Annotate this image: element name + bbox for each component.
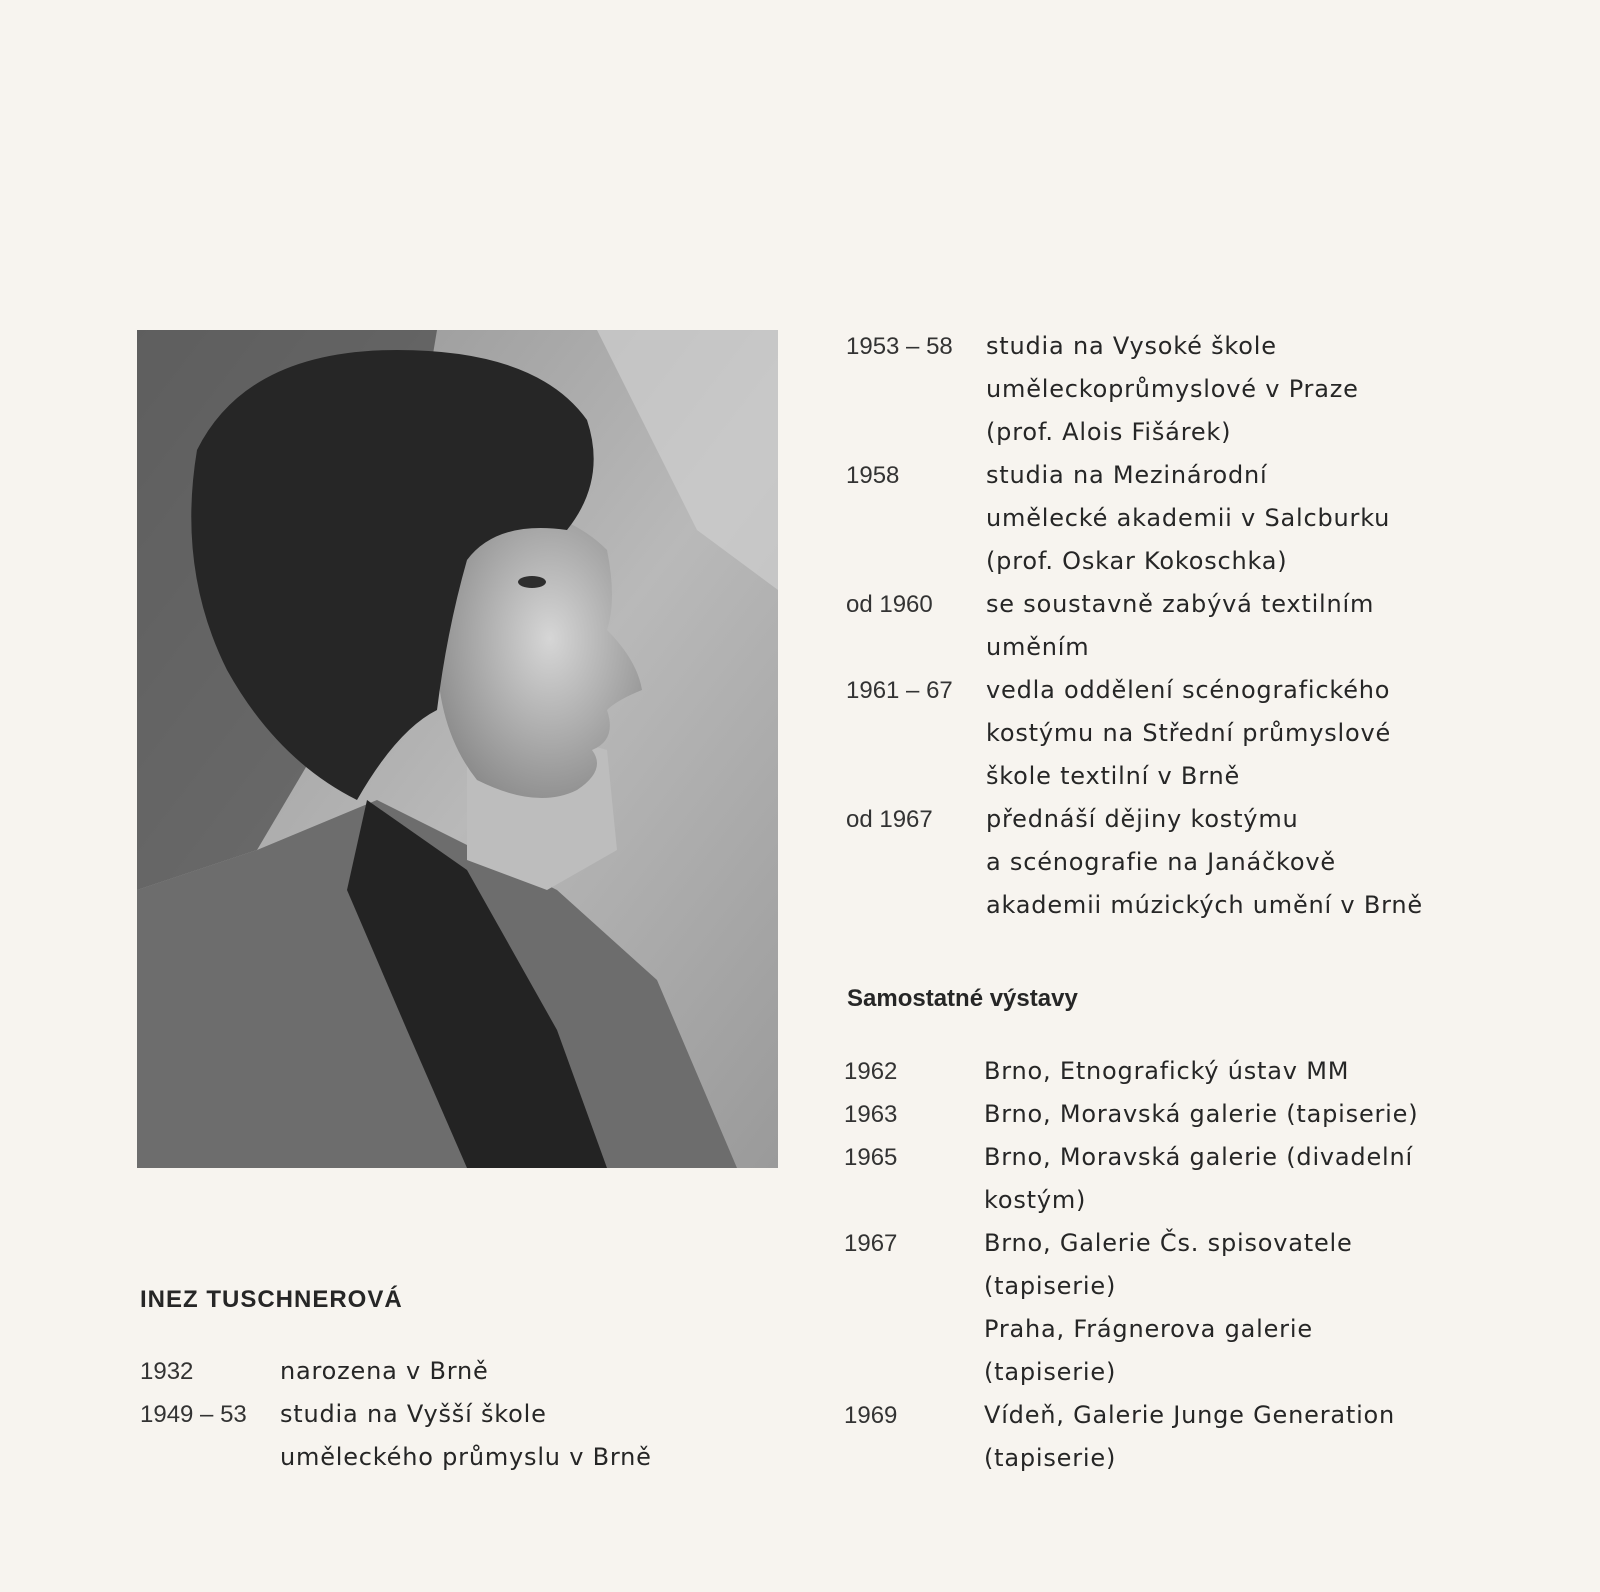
exhibition-text: (tapiserie) — [984, 1358, 1117, 1386]
portrait-photo — [137, 330, 778, 1168]
exhibition-text: Praha, Frágnerova galerie — [984, 1315, 1313, 1343]
exhibition-text: Vídeň, Galerie Junge Generation — [984, 1401, 1396, 1429]
bio-entry — [846, 583, 1486, 669]
bio-entry — [846, 325, 1486, 454]
bio-text: uměleckoprůmyslové v Praze — [986, 375, 1359, 403]
bio-text: studia na Vysoké škole — [986, 332, 1277, 360]
bio-text: (prof. Alois Fišárek) — [986, 418, 1232, 446]
exhibition-text: Brno, Galerie Čs. spisovatele — [984, 1229, 1353, 1257]
bio-text: uměleckého průmyslu v Brně — [280, 1443, 652, 1471]
bio-text: škole textilní v Brně — [986, 762, 1241, 790]
bio-text: umělecké akademii v Salcburku — [986, 504, 1391, 532]
exhibitions-heading: Samostatné výstavy — [847, 985, 1078, 1012]
exhibition-text: Brno, Moravská galerie (tapiserie) — [984, 1100, 1419, 1128]
exhibitions-list — [844, 1050, 1484, 1480]
exhibition-text: (tapiserie) — [984, 1444, 1117, 1472]
bio-entry — [140, 1393, 700, 1479]
exhibition-entry — [844, 1136, 1484, 1222]
bio-year: 1949 – 53 — [140, 1401, 247, 1428]
bio-text: akademii múzických umění v Brně — [986, 891, 1423, 919]
bio-entry — [846, 669, 1486, 798]
bio-year: 1961 – 67 — [846, 677, 953, 704]
artist-name: INEZ TUSCHNEROVÁ — [140, 1286, 403, 1313]
bio-year: od 1967 — [846, 806, 933, 833]
bio-text: se soustavně zabývá textilním — [986, 590, 1375, 618]
exhibition-year: 1969 — [844, 1402, 898, 1429]
bio-text: studia na Mezinárodní — [986, 461, 1268, 489]
bio-year: 1953 – 58 — [846, 333, 953, 360]
bio-text: vedla oddělení scénografického — [986, 676, 1391, 704]
exhibition-text: (tapiserie) — [984, 1272, 1117, 1300]
portrait-image — [137, 330, 778, 1168]
exhibition-year: 1963 — [844, 1101, 898, 1128]
bio-year: od 1960 — [846, 591, 933, 618]
exhibition-year: 1967 — [844, 1230, 898, 1257]
exhibition-text: Brno, Moravská galerie (divadelní — [984, 1143, 1413, 1171]
bio-text: studia na Vyšší škole — [280, 1400, 547, 1428]
bio-text: narozena v Brně — [280, 1357, 489, 1385]
bio-text: uměním — [986, 633, 1090, 661]
bio-text: přednáší dějiny kostýmu — [986, 805, 1299, 833]
bio-text: kostýmu na Střední průmyslové — [986, 719, 1392, 747]
bio-year: 1932 — [140, 1358, 194, 1385]
bio-text: a scénografie na Janáčkově — [986, 848, 1336, 876]
exhibition-entry — [844, 1394, 1484, 1480]
exhibition-entry — [844, 1222, 1484, 1394]
bio-left-list — [140, 1350, 700, 1479]
bio-right-list — [846, 325, 1486, 927]
exhibition-text: kostým) — [984, 1186, 1087, 1214]
bio-text: (prof. Oskar Kokoschka) — [986, 547, 1288, 575]
exhibition-entry — [844, 1050, 1484, 1093]
bio-entry — [846, 454, 1486, 583]
bio-year: 1958 — [846, 462, 900, 489]
exhibition-entry — [844, 1093, 1484, 1136]
exhibition-year: 1965 — [844, 1144, 898, 1171]
bio-entry — [846, 798, 1486, 927]
exhibition-year: 1962 — [844, 1058, 898, 1085]
exhibition-text: Brno, Etnografický ústav MM — [984, 1057, 1350, 1085]
bio-entry — [140, 1350, 700, 1393]
